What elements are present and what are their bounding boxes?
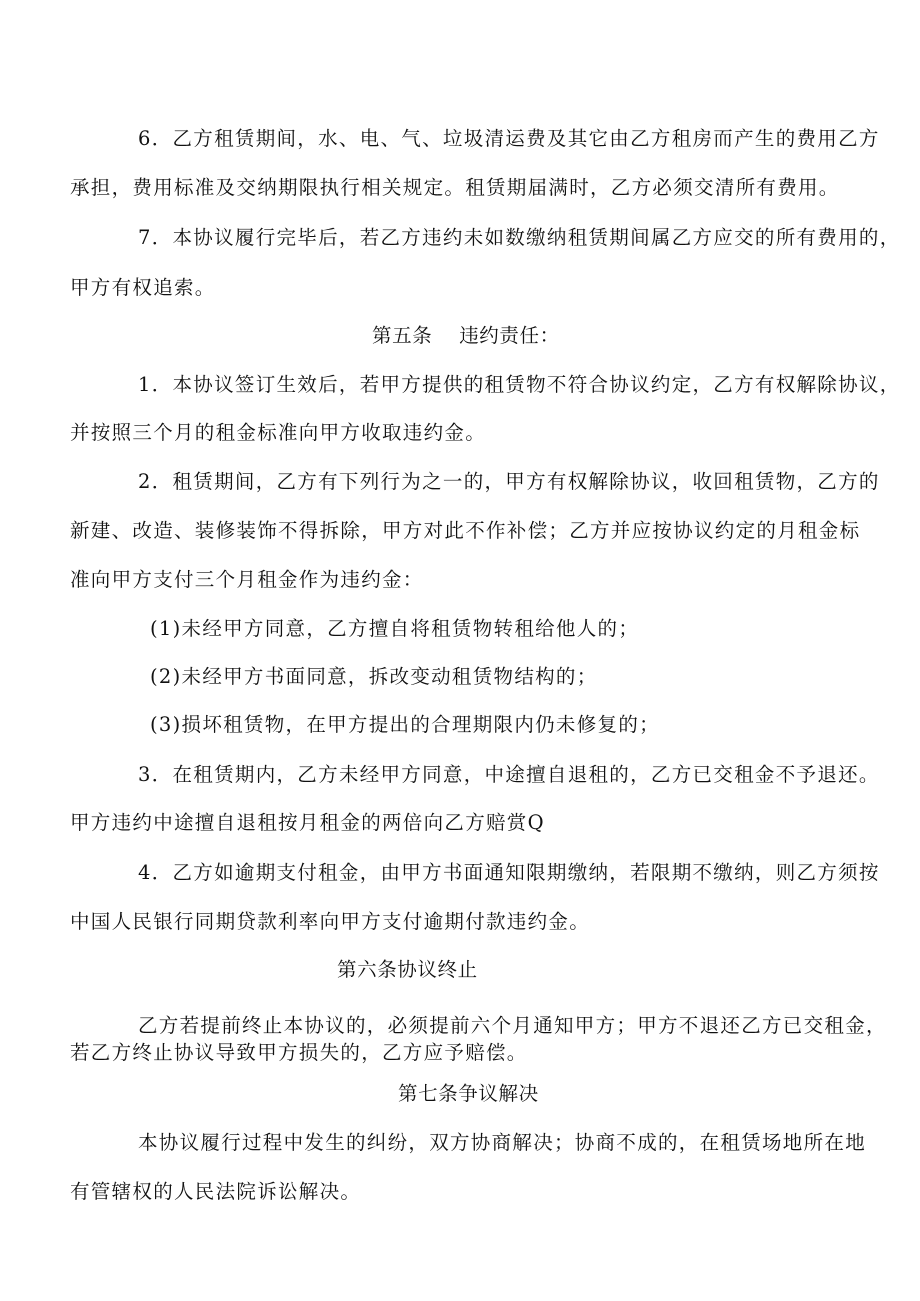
text-line: 7．本协议履行完毕后，若乙方违约未如数缴纳租赁期间属乙方应交的所有费用的， [138,226,901,249]
section-heading: 第六条协议终止 [337,958,478,981]
text-line: 中国人民银行同期贷款利率向甲方支付逾期付款违约金。 [70,910,591,933]
text-line: 并按照三个月的租金标准向甲方收取违约金。 [70,421,487,444]
text-line: 有管辖权的人民法院诉讼解决。 [70,1180,362,1203]
text-line: 本协议履行过程中发生的纠纷，双方协商解决；协商不成的，在租赁场地所在地 [138,1131,867,1154]
text-line: 4．乙方如逾期支付租金，由甲方书面通知限期缴纳，若限期不缴纳，则乙方须按 [138,861,880,884]
text-line: 1．本协议签订生效后，若甲方提供的租赁物不符合协议约定，乙方有权解除协议， [138,373,901,396]
text-line: 承担，费用标准及交纳期限执行相关规定。租赁期届满时，乙方必须交清所有费用。 [70,176,840,199]
list-item: (1)未经甲方同意，乙方擅自将租赁物转租给他人的； [150,617,640,640]
text-line: 准向甲方支付三个月租金作为违约金： [70,568,424,591]
text-line: 若乙方终止协议导致甲方损失的，乙方应予赔偿。 [70,1041,528,1064]
section-heading: 第五条 违约责任： [372,324,560,347]
text-line: 甲方违约中途擅自退租按月租金的两倍向乙方赔赏Q [70,811,545,834]
text-line: 新建、改造、装修装饰不得拆除，甲方对此不作补偿；乙方并应按协议约定的月租金标 [70,519,861,542]
text-line: 6．乙方租赁期间，水、电、气、垃圾清运费及其它由乙方租房而产生的费用乙方 [138,127,880,150]
list-item: (3)损坏租赁物，在甲方提出的合理期限内仍未修复的； [150,713,660,736]
text-line: 3．在租赁期内，乙方未经甲方同意，中途擅自退租的，乙方已交租金不予退还。 [138,763,880,786]
list-item: (2)未经甲方书面同意，拆改变动租赁物结构的； [150,665,598,688]
section-heading: 第七条争议解决 [398,1082,539,1105]
text-line: 2．租赁期间，乙方有下列行为之一的，甲方有权解除协议，收回租赁物，乙方的 [138,470,880,493]
text-line: 甲方有权追索。 [70,276,216,299]
text-line: 乙方若提前终止本协议的，必须提前六个月通知甲方；甲方不退还乙方已交租金， [138,1014,887,1037]
